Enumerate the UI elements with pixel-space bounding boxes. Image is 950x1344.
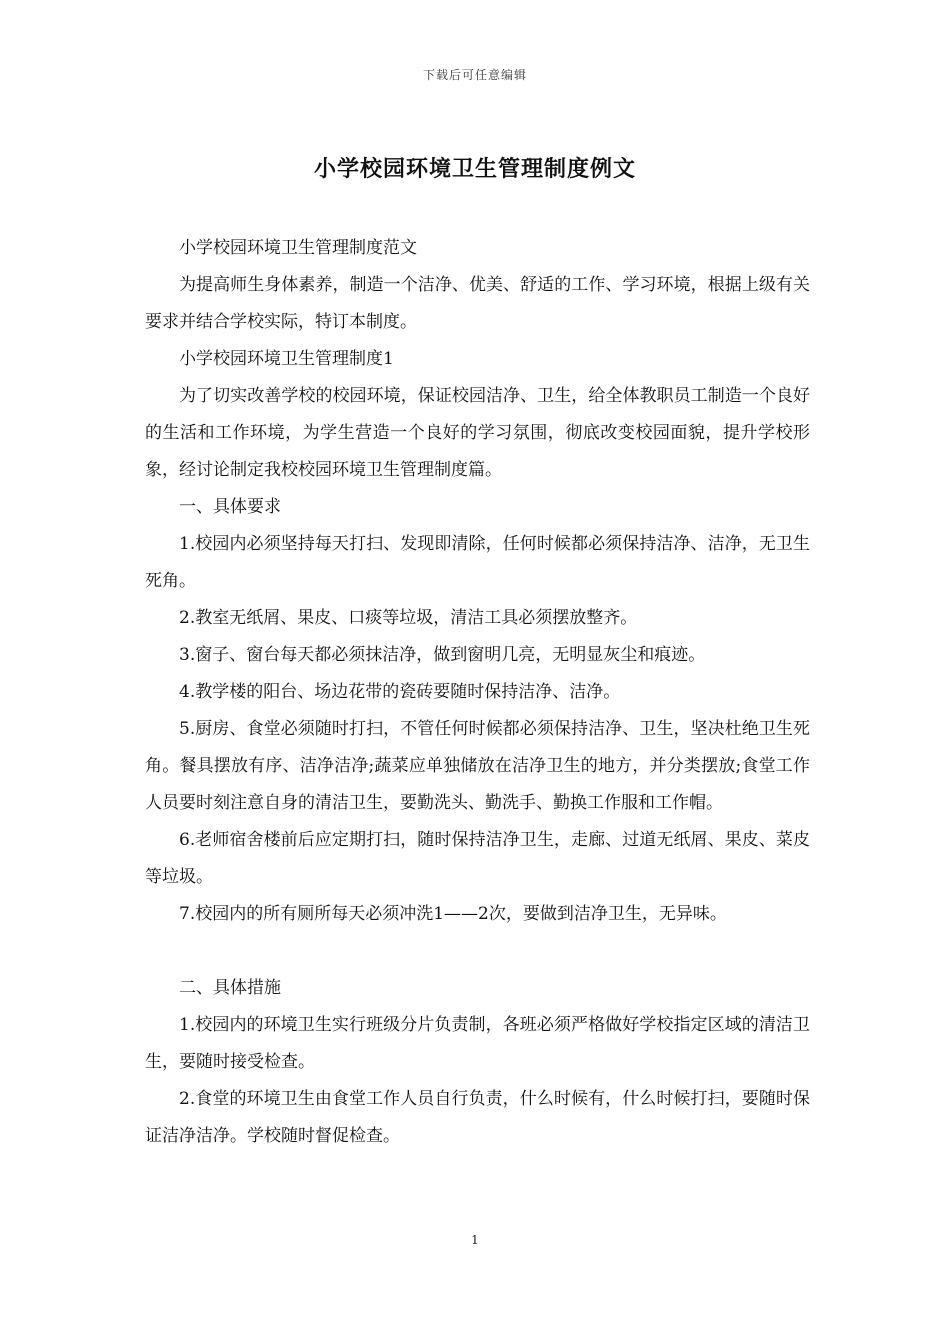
paragraph: 2.食堂的环境卫生由食堂工作人员自行负责，什么时候有，什么时候打扫，要随时保证洁净洁净。学校随时督促检查。 (145, 1089, 810, 1146)
document-title: 小学校园环境卫生管理制度例文 (313, 156, 636, 182)
paragraph: 1.校园内必须坚持每天打扫、发现即清除，任何时候都必须保持洁净、洁净，无卫生死角。 (145, 534, 810, 591)
paragraph: 为了切实改善学校的校园环境，保证校园洁净、卫生，给全体教职员工制造一个良好的生活和工作环境，为学生营造一个良好的学习氛围，彻底改变校园面貌，提升学校形象，经讨论制定我校校园环境卫生管理制度篇。 (145, 386, 810, 480)
paragraph: 5.厨房、食堂必须随时打扫，不管任何时候都必须保持洁净、卫生，坚决杜绝卫生死角。餐具摆放有序、洁净洁净;蔬菜应单独储放在洁净卫生的地方，并分类摆放;食堂工作人员要时刻注意自身的清洁卫生，要勤洗头、勤洗手、勤换工作服和工作帽。 (145, 719, 810, 813)
header-note: 下载后可任意编辑 (422, 68, 527, 82)
paragraph: 3.窗子、窗台每天都必须抹洁净，做到窗明几亮，无明显灰尘和痕迹。 (179, 645, 706, 665)
document-body (145, 230, 810, 1155)
page-number: 1 (471, 1233, 479, 1247)
section-heading: 二、具体措施 (179, 978, 281, 998)
paragraph: 为提高师生身体素养，制造一个洁净、优美、舒适的工作、学习环境，根据上级有关要求并结合学校实际，特订本制度。 (145, 275, 810, 332)
section-heading: 一、具体要求 (179, 497, 281, 517)
blank-line (145, 933, 810, 970)
paragraph: 7.校园内的所有厕所每天必须冲洗1——2次，要做到洁净卫生，无异味。 (179, 904, 727, 924)
paragraph: 2.教室无纸屑、果皮、口痰等垃圾，清洁工具必须摆放整齐。 (179, 608, 638, 628)
paragraph: 1.校园内的环境卫生实行班级分片负责制，各班必须严格做好学校指定区域的清洁卫生，要随时接受检查。 (145, 1015, 810, 1072)
paragraph: 小学校园环境卫生管理制度范文 (179, 238, 417, 258)
paragraph: 4.教学楼的阳台、场边花带的瓷砖要随时保持洁净、洁净。 (179, 682, 621, 702)
paragraph: 小学校园环境卫生管理制度1 (179, 349, 394, 369)
paragraph: 6.老师宿舍楼前后应定期打扫，随时保持洁净卫生，走廊、过道无纸屑、果皮、菜皮等垃圾。 (145, 830, 810, 887)
